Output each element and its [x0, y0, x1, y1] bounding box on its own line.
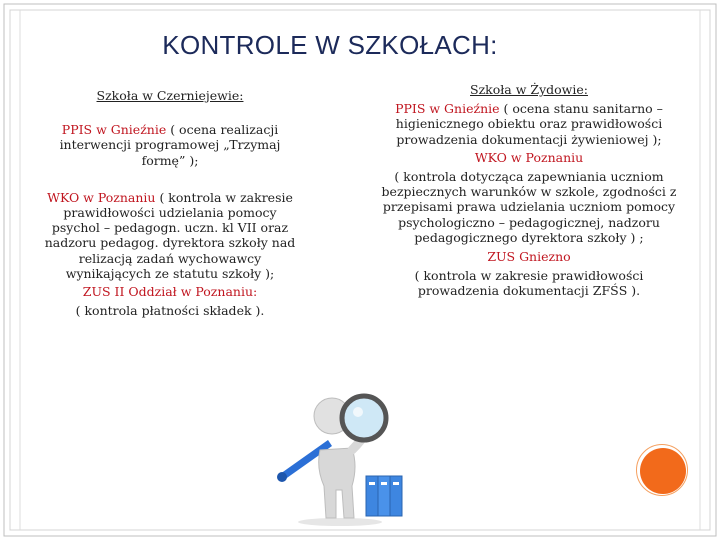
- right-item-2-desc: ( kontrola dotycząca zapewniania uczniom bezpiecznych warunków w szkole, zgodności z przepisami prawa udzielania uczniom pomocy psychologiczno – pedagogicznej, nadzoru pedagogicznego dyrektora szkoły ) ;: [381, 169, 677, 245]
- magnifying-glass-figure-illustration: [270, 388, 420, 528]
- left-item-2: [40, 190, 300, 281]
- left-item-1-org: PPIS w Gnieźnie: [61, 122, 167, 138]
- right-item-2-org: WKO w Poznaniu: [474, 149, 584, 165]
- slide-title: KONTROLE W SZKOŁACH:: [162, 30, 498, 60]
- left-item-2-desc: ( kontrola w zakresie prawidłowości udzielania pomocy psychol – pedagogn. uczn. kl VII oraz nadzoru pedagog. dyrektora szkoły nad relizacją zadań wychowawcy wynikających ze statutu szkoły );: [44, 189, 296, 281]
- right-item-3-desc: ( kontrola w zakresie prawidłowości prowadzenia dokumentacji ZFŚS ).: [414, 268, 644, 299]
- left-item-1-desc: ( ocena realizacji interwencji programowej „Trzymaj formę” );: [59, 122, 281, 168]
- left-item-3-desc: ( kontrola płatności składek ).: [75, 303, 265, 319]
- right-heading: Szkoła w Żydowie:: [470, 82, 588, 97]
- decorative-orange-circle: [640, 448, 686, 494]
- right-item-1-desc: ( ocena stanu sanitarno – higienicznego obiektu oraz prawidłowości prowadzenia dokumentacji żywieniowej );: [395, 101, 663, 147]
- right-column: [378, 82, 680, 299]
- right-item-1-org: PPIS w Gnieźnie: [395, 101, 500, 117]
- left-heading: Szkoła w Czerniejewie:: [96, 88, 244, 103]
- left-item-2-org: WKO w Poznaniu: [47, 189, 156, 205]
- right-item-1: [378, 101, 680, 147]
- left-column: [40, 88, 300, 318]
- left-item-3-org: ZUS II Oddział w Poznaniu:: [82, 284, 258, 300]
- left-item-1: [40, 122, 300, 168]
- right-item-3-org: ZUS Gniezno: [487, 249, 571, 265]
